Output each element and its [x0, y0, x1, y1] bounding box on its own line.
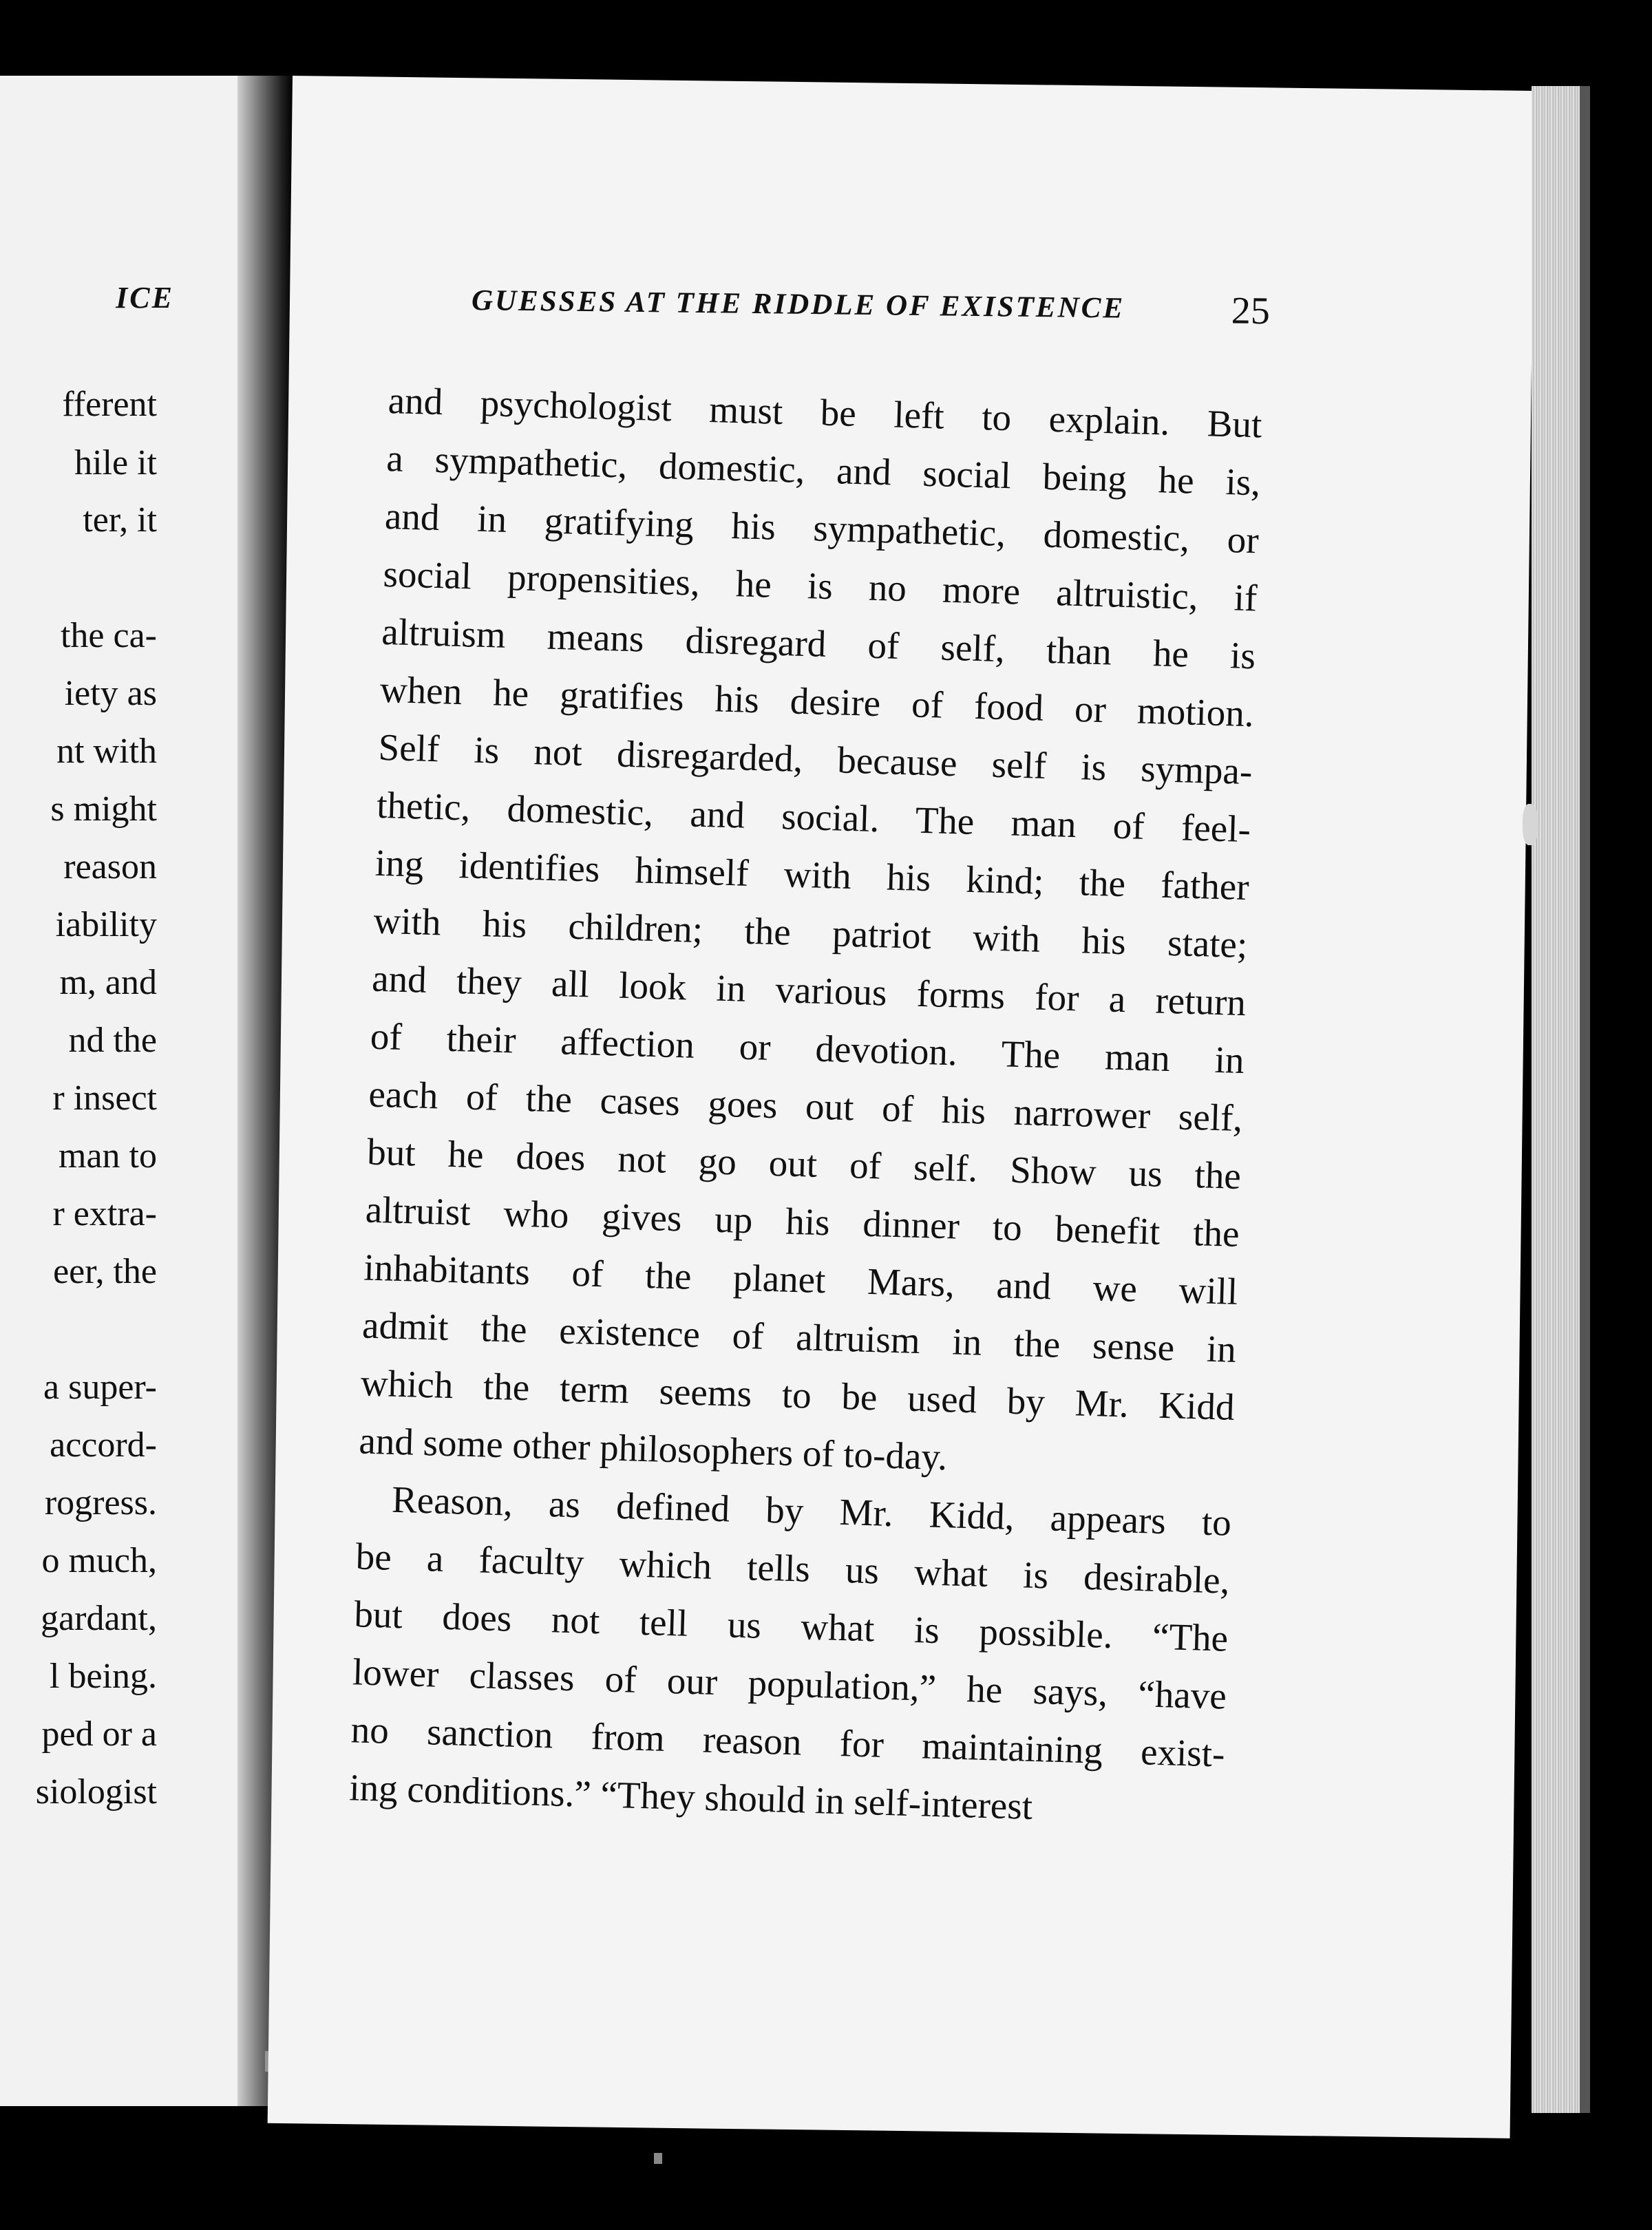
left-page-line: the ca-: [60, 616, 157, 655]
text-line: altruist who gives up his dinner to benefit the: [365, 1188, 1240, 1255]
left-page-line: eer, the: [53, 1252, 157, 1291]
left-page-line: accord-: [50, 1425, 157, 1465]
left-page-line: man to: [59, 1136, 157, 1176]
left-page-line: nt with: [56, 732, 157, 771]
text-line: altruism means disregard of self, than he is: [381, 610, 1256, 677]
left-page-line: siologist: [35, 1772, 157, 1812]
left-page-line: reason: [63, 847, 157, 886]
left-page-line: gardant,: [41, 1599, 157, 1638]
scan-speck: [654, 2153, 662, 2164]
left-page-line: ter, it: [83, 500, 157, 540]
text-line: social propensities, he is no more altruistic, if: [382, 552, 1258, 619]
page-number: 25: [1231, 289, 1271, 333]
left-page-line: fferent: [62, 385, 157, 424]
text-line: and in gratifying his sympathetic, domestic, or: [384, 494, 1260, 562]
text-line: a sympathetic, domestic, and social being he is,: [385, 436, 1261, 504]
text-line: when he gratifies his desire of food or motion.: [379, 668, 1255, 735]
left-page-line: rogress.: [44, 1483, 157, 1522]
left-page-line: s might: [50, 789, 157, 829]
text-line: each of the cases goes out of his narrower self,: [368, 1072, 1244, 1140]
left-page-line: r insect: [52, 1079, 157, 1118]
body-text: [348, 372, 1262, 1841]
page-edge-shadow: [1580, 86, 1590, 2113]
left-page-line: r extra-: [52, 1194, 157, 1233]
left-running-head-fragment: ICE: [116, 281, 174, 315]
text-line: Self is not disregarded, because self is sympa-: [377, 725, 1253, 793]
text-line: ing identifies himself with his kind; the father: [374, 841, 1250, 909]
left-page-line: hile it: [74, 443, 157, 482]
running-title: GUESSES AT THE RIDDLE OF EXISTENCE: [471, 284, 1125, 325]
left-page-line: a super-: [43, 1368, 157, 1407]
text-line: with his children; the patriot with his state;: [372, 899, 1249, 966]
page-edges: [1532, 86, 1583, 2113]
text-line: admit the existence of altruism in the sense in: [361, 1304, 1237, 1370]
text-line: and psychologist must be left to explain. But: [387, 379, 1263, 446]
text-line: lower classes of our population,” he says, “have: [352, 1650, 1227, 1717]
text-line: inhabitants of the planet Mars, and we will: [363, 1246, 1239, 1313]
text-line: Reason, as defined by Mr. Kidd, appears to: [391, 1478, 1232, 1544]
text-line: no sanction from reason for maintaining exist-: [350, 1708, 1226, 1775]
left-page-line: iety as: [64, 674, 157, 713]
text-line: and they all look in various forms for a return: [371, 957, 1247, 1024]
text-line: ing conditions.” “They should in self-interest: [348, 1766, 1033, 1827]
text-line: thetic, domestic, and social. The man of feel-: [376, 783, 1251, 851]
left-page-line: o much,: [41, 1541, 157, 1580]
page-tab-mark: [1523, 804, 1538, 845]
left-page: [0, 76, 237, 2106]
left-page-line: ped or a: [41, 1714, 157, 1754]
left-page-line: m, and: [59, 963, 157, 1002]
text-line: and some other philosophers of to-day.: [358, 1419, 949, 1478]
text-line: but does not tell us what is possible. “The: [353, 1593, 1229, 1659]
left-page-line: l being.: [50, 1657, 157, 1696]
text-line: but he does not go out of self. Show us the: [366, 1130, 1242, 1198]
left-page-line: nd the: [68, 1021, 157, 1060]
text-line: of their affection or devotion. The man in: [370, 1015, 1245, 1082]
left-page-line: iability: [55, 905, 157, 944]
text-line: be a faculty which tells us what is desirable,: [355, 1535, 1231, 1602]
text-line: which the term seems to be used by Mr. Kidd: [360, 1361, 1236, 1428]
